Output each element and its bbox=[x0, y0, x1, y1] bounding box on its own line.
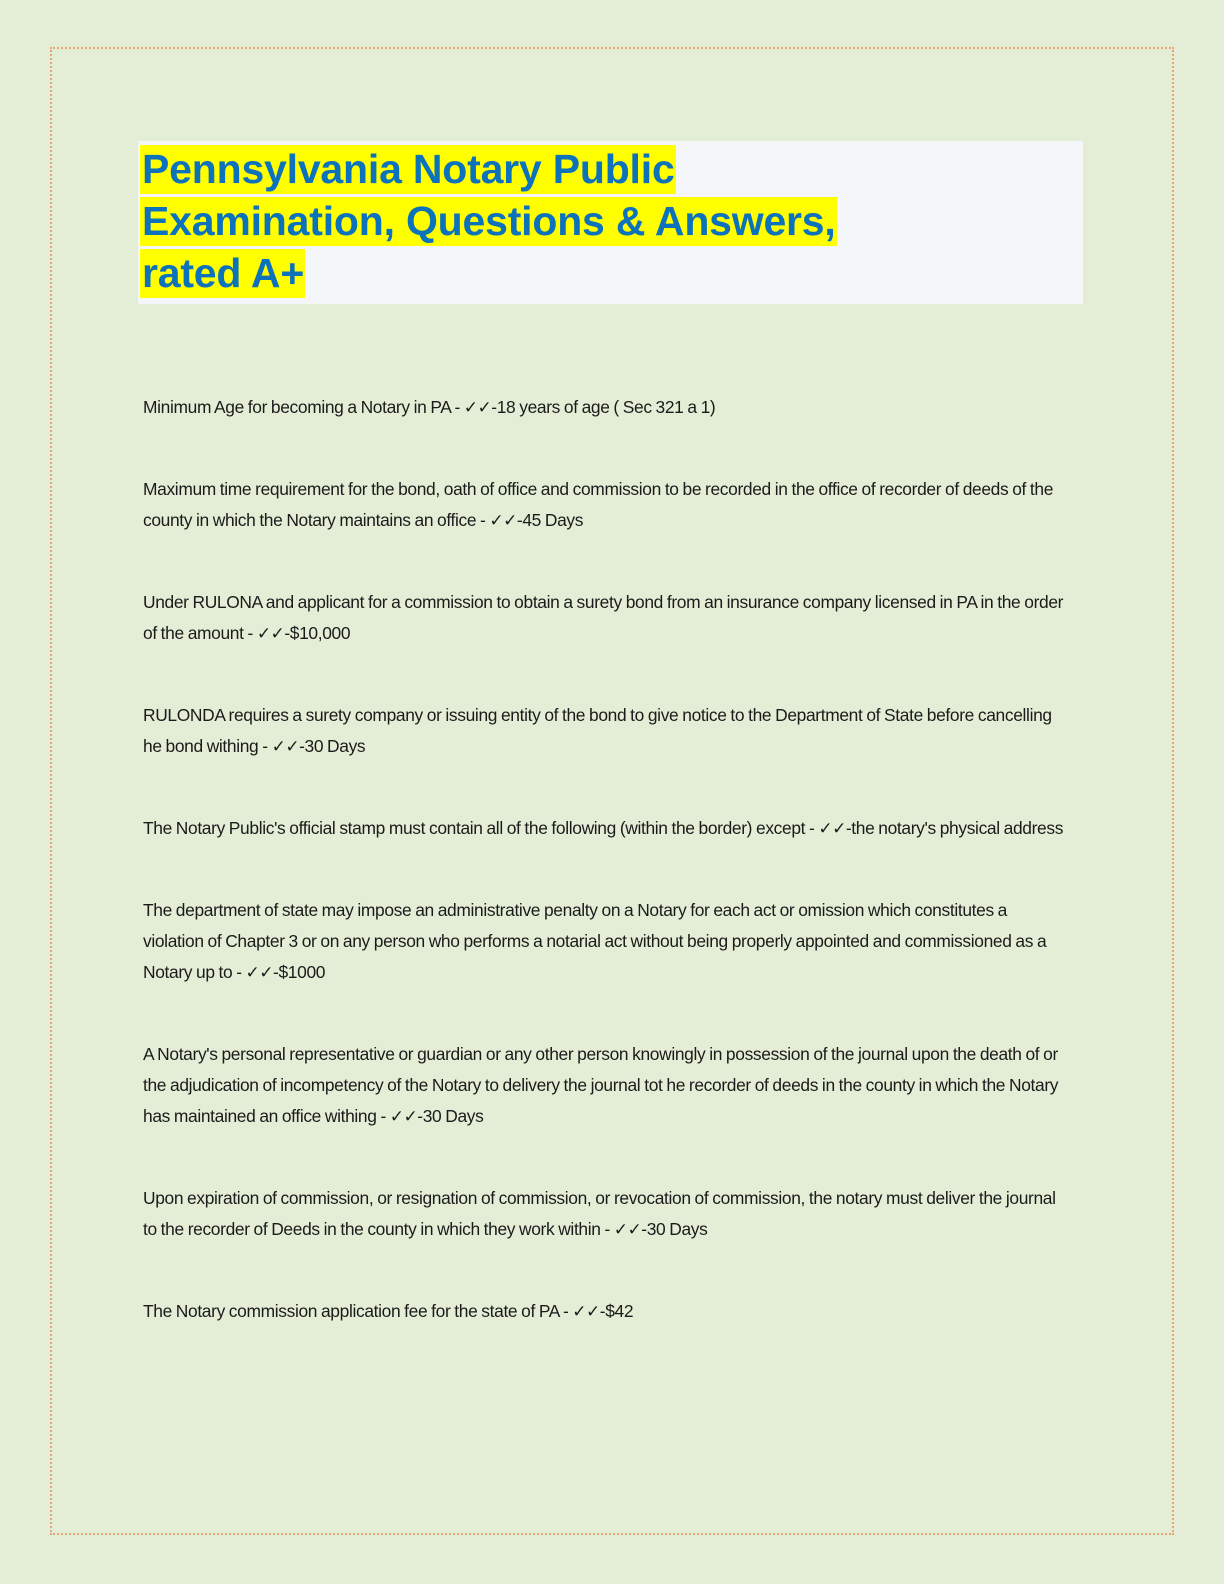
qa-question: The Notary Public's official stamp must contain all of the following (within the border) except - bbox=[143, 818, 819, 838]
checkmark-icon: ✓✓ bbox=[613, 1220, 642, 1240]
qa-item bbox=[143, 587, 1068, 650]
qa-question: Minimum Age for becoming a Notary in PA - bbox=[143, 397, 464, 417]
qa-answer: -30 Days bbox=[299, 736, 366, 756]
page-title-line-3: rated A+ bbox=[142, 250, 305, 296]
qa-item bbox=[143, 1183, 1068, 1246]
qa-item bbox=[143, 474, 1068, 537]
page-title bbox=[140, 143, 1100, 299]
qa-answer: -45 Days bbox=[516, 510, 584, 530]
qa-question: Under RULONA and applicant for a commission to obtain a surety bond from an insurance company licensed in PA in the order of the amount - bbox=[143, 592, 1064, 643]
qa-answer: -$10,000 bbox=[284, 623, 351, 643]
qa-question: RULONDA requires a surety company or issuing entity of the bond to give notice to the Department of State before cancelling he bond withing - bbox=[143, 705, 1052, 756]
qa-question: The Notary commission application fee for the state of PA - bbox=[143, 1301, 573, 1321]
qa-list bbox=[143, 392, 1068, 1328]
qa-question: The department of state may impose an administrative penalty on a Notary for each act or omission which constitutes a violation of Chapter 3 or on any person who performs a notarial act without being properly appointed and commissioned as a Notary up to - bbox=[143, 900, 1047, 982]
qa-item bbox=[143, 813, 1068, 845]
qa-question: Upon expiration of commission, or resignation of commission, or revocation of commission, the notary must deliver the journal to the recorder of Deeds in the county in which they work within - bbox=[143, 1188, 1056, 1239]
page-title-line-1: Pennsylvania Notary Public bbox=[142, 146, 675, 192]
qa-item bbox=[143, 1039, 1068, 1133]
checkmark-icon: ✓✓ bbox=[256, 624, 285, 644]
checkmark-icon: ✓✓ bbox=[271, 737, 300, 757]
qa-item bbox=[143, 895, 1068, 989]
qa-item bbox=[143, 1296, 1068, 1328]
qa-answer: -$42 bbox=[599, 1301, 634, 1321]
qa-answer: -18 years of age ( Sec 321 a 1) bbox=[491, 397, 716, 417]
page-title-line-2: Examination, Questions & Answers, bbox=[142, 198, 836, 244]
checkmark-icon: ✓✓ bbox=[463, 398, 492, 418]
qa-question: A Notary's personal representative or guardian or any other person knowingly in possession of the journal upon the death of or the adjudication of incompetency of the Notary to delivery the journal tot he recorder of deeds in the county in which the Notary has maintained an office withing - bbox=[143, 1044, 1059, 1126]
checkmark-icon: ✓✓ bbox=[389, 1107, 418, 1127]
checkmark-icon: ✓✓ bbox=[245, 963, 274, 983]
checkmark-icon: ✓✓ bbox=[572, 1302, 600, 1322]
qa-answer: -30 Days bbox=[641, 1219, 708, 1239]
qa-answer: -$1000 bbox=[273, 962, 326, 982]
checkmark-icon: ✓✓ bbox=[818, 819, 846, 839]
qa-answer: -30 Days bbox=[417, 1106, 484, 1126]
qa-item bbox=[143, 392, 1068, 424]
qa-item bbox=[143, 700, 1068, 763]
checkmark-icon: ✓✓ bbox=[489, 511, 517, 531]
qa-answer: -the notary's physical address bbox=[845, 818, 1064, 838]
qa-question: Maximum time requirement for the bond, oath of office and commission to be recorded in the office of recorder of deeds of the county in which the Notary maintains an office - bbox=[143, 479, 1054, 530]
